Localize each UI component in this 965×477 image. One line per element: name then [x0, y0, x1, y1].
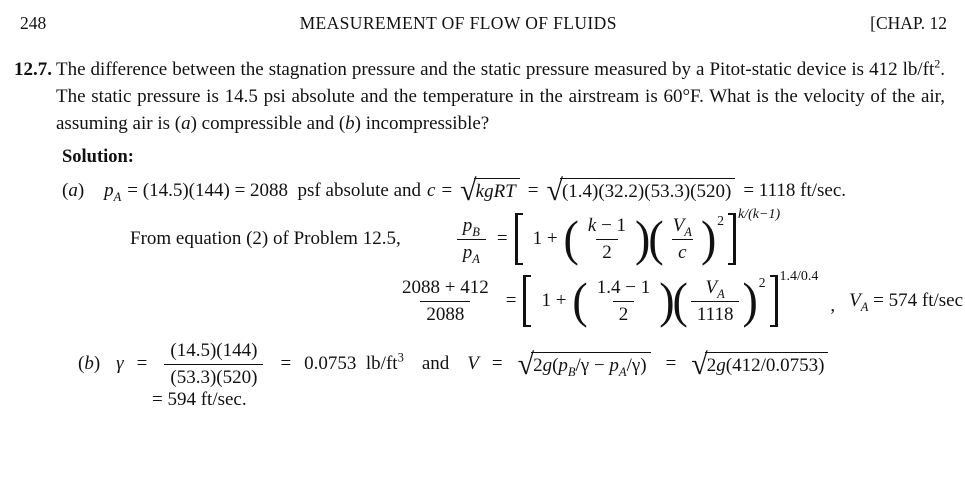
fraction-numerator: 1.4 − 1: [596, 276, 651, 298]
left-bracket: [523, 275, 531, 327]
math-token: V: [672, 214, 685, 236]
fraction-denominator: [457, 239, 486, 264]
fraction-denominator: 1118: [691, 301, 740, 326]
math-token: g: [542, 354, 553, 376]
right-bracket: [728, 213, 736, 265]
part-a-letter: a: [181, 113, 191, 134]
specific-weight-fraction: [164, 340, 263, 389]
superscript-2: 2: [934, 56, 941, 71]
math-token: p: [462, 214, 473, 236]
math-token: = (14.5)(144) = 2088 psf absolute and: [127, 179, 422, 201]
problem-text-segment: ) incompressible?: [354, 113, 490, 134]
part-b-line: [78, 340, 965, 389]
part-b-tag: [78, 353, 100, 375]
bracket-exponent: [738, 207, 780, 223]
left-paren: (: [672, 272, 688, 328]
variable-c: c: [427, 179, 436, 201]
sqrt-numeric-b: [691, 347, 828, 381]
pressure-ratio-equation: [453, 207, 781, 268]
math-token: V: [705, 276, 718, 298]
fraction-2088-412: [396, 277, 495, 326]
subscript-B: B: [567, 364, 576, 379]
velocity-b-result: = 594 ft/sec.: [152, 388, 247, 410]
subscript-A: A: [717, 286, 725, 301]
equals-sign: =: [491, 353, 503, 375]
fraction-VA-over-1118: [691, 277, 740, 326]
fraction-numerator: [667, 215, 698, 239]
velocity-a-result: [830, 285, 963, 317]
math-token: kgRT: [475, 181, 516, 202]
bracket-exponent: 1.4/0.4: [779, 269, 819, 284]
equation-reference: From equation (2) of Problem 12.5,: [130, 228, 401, 249]
left-paren: (: [563, 210, 579, 266]
page-number: 248: [20, 13, 47, 33]
math-token: k: [587, 214, 597, 236]
fraction-1p4-minus-1-over-2: [591, 277, 656, 326]
right-bracket: [770, 275, 778, 327]
fraction-numerator: [582, 215, 632, 239]
math-token: − 1: [596, 214, 627, 236]
right-paren: ): [742, 272, 758, 328]
math-token: ): [77, 179, 85, 201]
part-b-letter: b: [345, 113, 355, 134]
sqrt-kgRT: [460, 174, 520, 207]
equals-sign: =: [665, 353, 677, 375]
subscript-A: A: [618, 364, 627, 379]
and-word: and: [421, 353, 450, 375]
fraction-denominator: 2: [613, 301, 635, 326]
math-token: b: [84, 353, 94, 375]
subscript-A: A: [113, 189, 122, 204]
equals-sign: =: [136, 353, 148, 375]
fraction-denominator: [672, 239, 692, 264]
math-token: (: [78, 353, 85, 375]
math-token: 2: [706, 354, 717, 376]
problem-text-segment: The difference between the stagnation pressure and the static pressure measured by a Pitot-static device is 412 lb/ft: [56, 59, 935, 80]
problem-text-segment: ) compressible and (: [190, 113, 346, 134]
radical-sign: √: [546, 174, 563, 207]
fraction-numerator: (14.5)(144): [170, 340, 258, 361]
subscript-B: B: [472, 224, 480, 239]
math-token: = 574 ft/sec: [868, 290, 964, 311]
left-bracket: [515, 213, 523, 265]
math-token: p: [104, 179, 114, 201]
right-paren: ): [635, 210, 651, 266]
math-token: p: [609, 354, 619, 376]
math-token: 1 +: [541, 290, 567, 311]
exponent-2: 2: [758, 275, 766, 290]
part-a-line: [62, 174, 965, 207]
problem-text-segment: . The static pressure is 14.5 psi absolute and the temperature in the airstream is 60°F. What is the velocity of the air, assuming air is (: [56, 59, 945, 134]
speed-of-sound-result: = 1118 ft/sec.: [743, 179, 847, 201]
fraction-numerator: [457, 215, 486, 239]
bracketed-expression: [523, 269, 819, 330]
fraction-VA-over-c: [667, 215, 698, 264]
math-token: 2: [533, 354, 543, 376]
math-token: (412/0.0753): [725, 354, 825, 376]
sqrt-pressure-head: [517, 347, 651, 381]
radicand: [705, 352, 829, 377]
math-token: [849, 290, 963, 312]
fraction-k-minus-1-over-2: [582, 215, 632, 264]
math-token: 0.0753 lb/ft: [304, 353, 398, 375]
math-token: a: [68, 179, 78, 201]
fraction-numerator: [700, 277, 731, 301]
solution-label: Solution:: [62, 147, 134, 167]
density-value: [304, 353, 404, 375]
problem-text: [56, 56, 965, 137]
math-token: (: [62, 179, 69, 201]
problem-number: 12.7.: [14, 59, 52, 80]
math-token: p: [558, 354, 568, 376]
equals-sign: =: [527, 179, 539, 201]
fraction-denominator: 2: [596, 239, 618, 264]
subscript-A: A: [860, 299, 869, 314]
bracketed-expression: [515, 207, 781, 268]
math-token: p: [462, 241, 473, 263]
sqrt-numeric: [546, 174, 735, 207]
math-token: g: [716, 354, 726, 376]
problem-block: [0, 56, 965, 137]
math-token: V: [849, 290, 861, 311]
radicand: (1.4)(32.2)(53.3)(520): [560, 178, 735, 203]
radical-sign: √: [517, 347, 535, 381]
page-header: [0, 0, 965, 34]
right-paren: ): [700, 210, 717, 266]
equals-sign: =: [505, 290, 517, 311]
numeric-pressure-ratio-equation: [392, 269, 964, 330]
part-a-tag: [62, 180, 84, 202]
equals-sign: =: [496, 228, 508, 249]
chapter-label: [CHAP. 12: [870, 13, 947, 33]
left-paren: (: [648, 210, 664, 266]
fraction-pB-pA: [457, 215, 486, 264]
fraction-denominator: 2088: [420, 301, 470, 326]
equals-sign: =: [441, 179, 453, 201]
math-token: k/(k−1): [738, 207, 781, 222]
gamma-variable: γ: [116, 353, 124, 375]
exponent-2: 2: [717, 213, 725, 228]
equation-1-row: [130, 207, 965, 268]
math-token: /γ −: [575, 354, 610, 376]
math-token: ): [93, 353, 101, 375]
radicand: [531, 352, 651, 377]
subscript-A: A: [684, 224, 692, 239]
equation-2-row: [392, 269, 965, 330]
page-title: MEASUREMENT OF FLOW OF FLUIDS: [299, 13, 617, 33]
radical-sign: √: [691, 347, 708, 381]
variable-pA: [104, 180, 121, 202]
comma: ,: [830, 295, 836, 316]
fraction-numerator: 2088 + 412: [402, 276, 489, 298]
left-paren: (: [572, 272, 588, 328]
math-token: (: [552, 354, 559, 376]
velocity-variable: V: [467, 353, 479, 375]
exponent-3: 3: [397, 351, 404, 366]
equals-sign: =: [280, 353, 292, 375]
radical-sign: √: [460, 174, 477, 207]
math-token: c: [678, 241, 687, 263]
math-token: 1 +: [532, 228, 558, 249]
part-b-result-line: [152, 389, 965, 411]
right-paren: ): [659, 272, 675, 328]
radicand: [474, 178, 520, 203]
math-token: /γ): [626, 354, 647, 376]
subscript-A: A: [472, 251, 480, 266]
fraction-denominator: (53.3)(520): [164, 364, 263, 389]
